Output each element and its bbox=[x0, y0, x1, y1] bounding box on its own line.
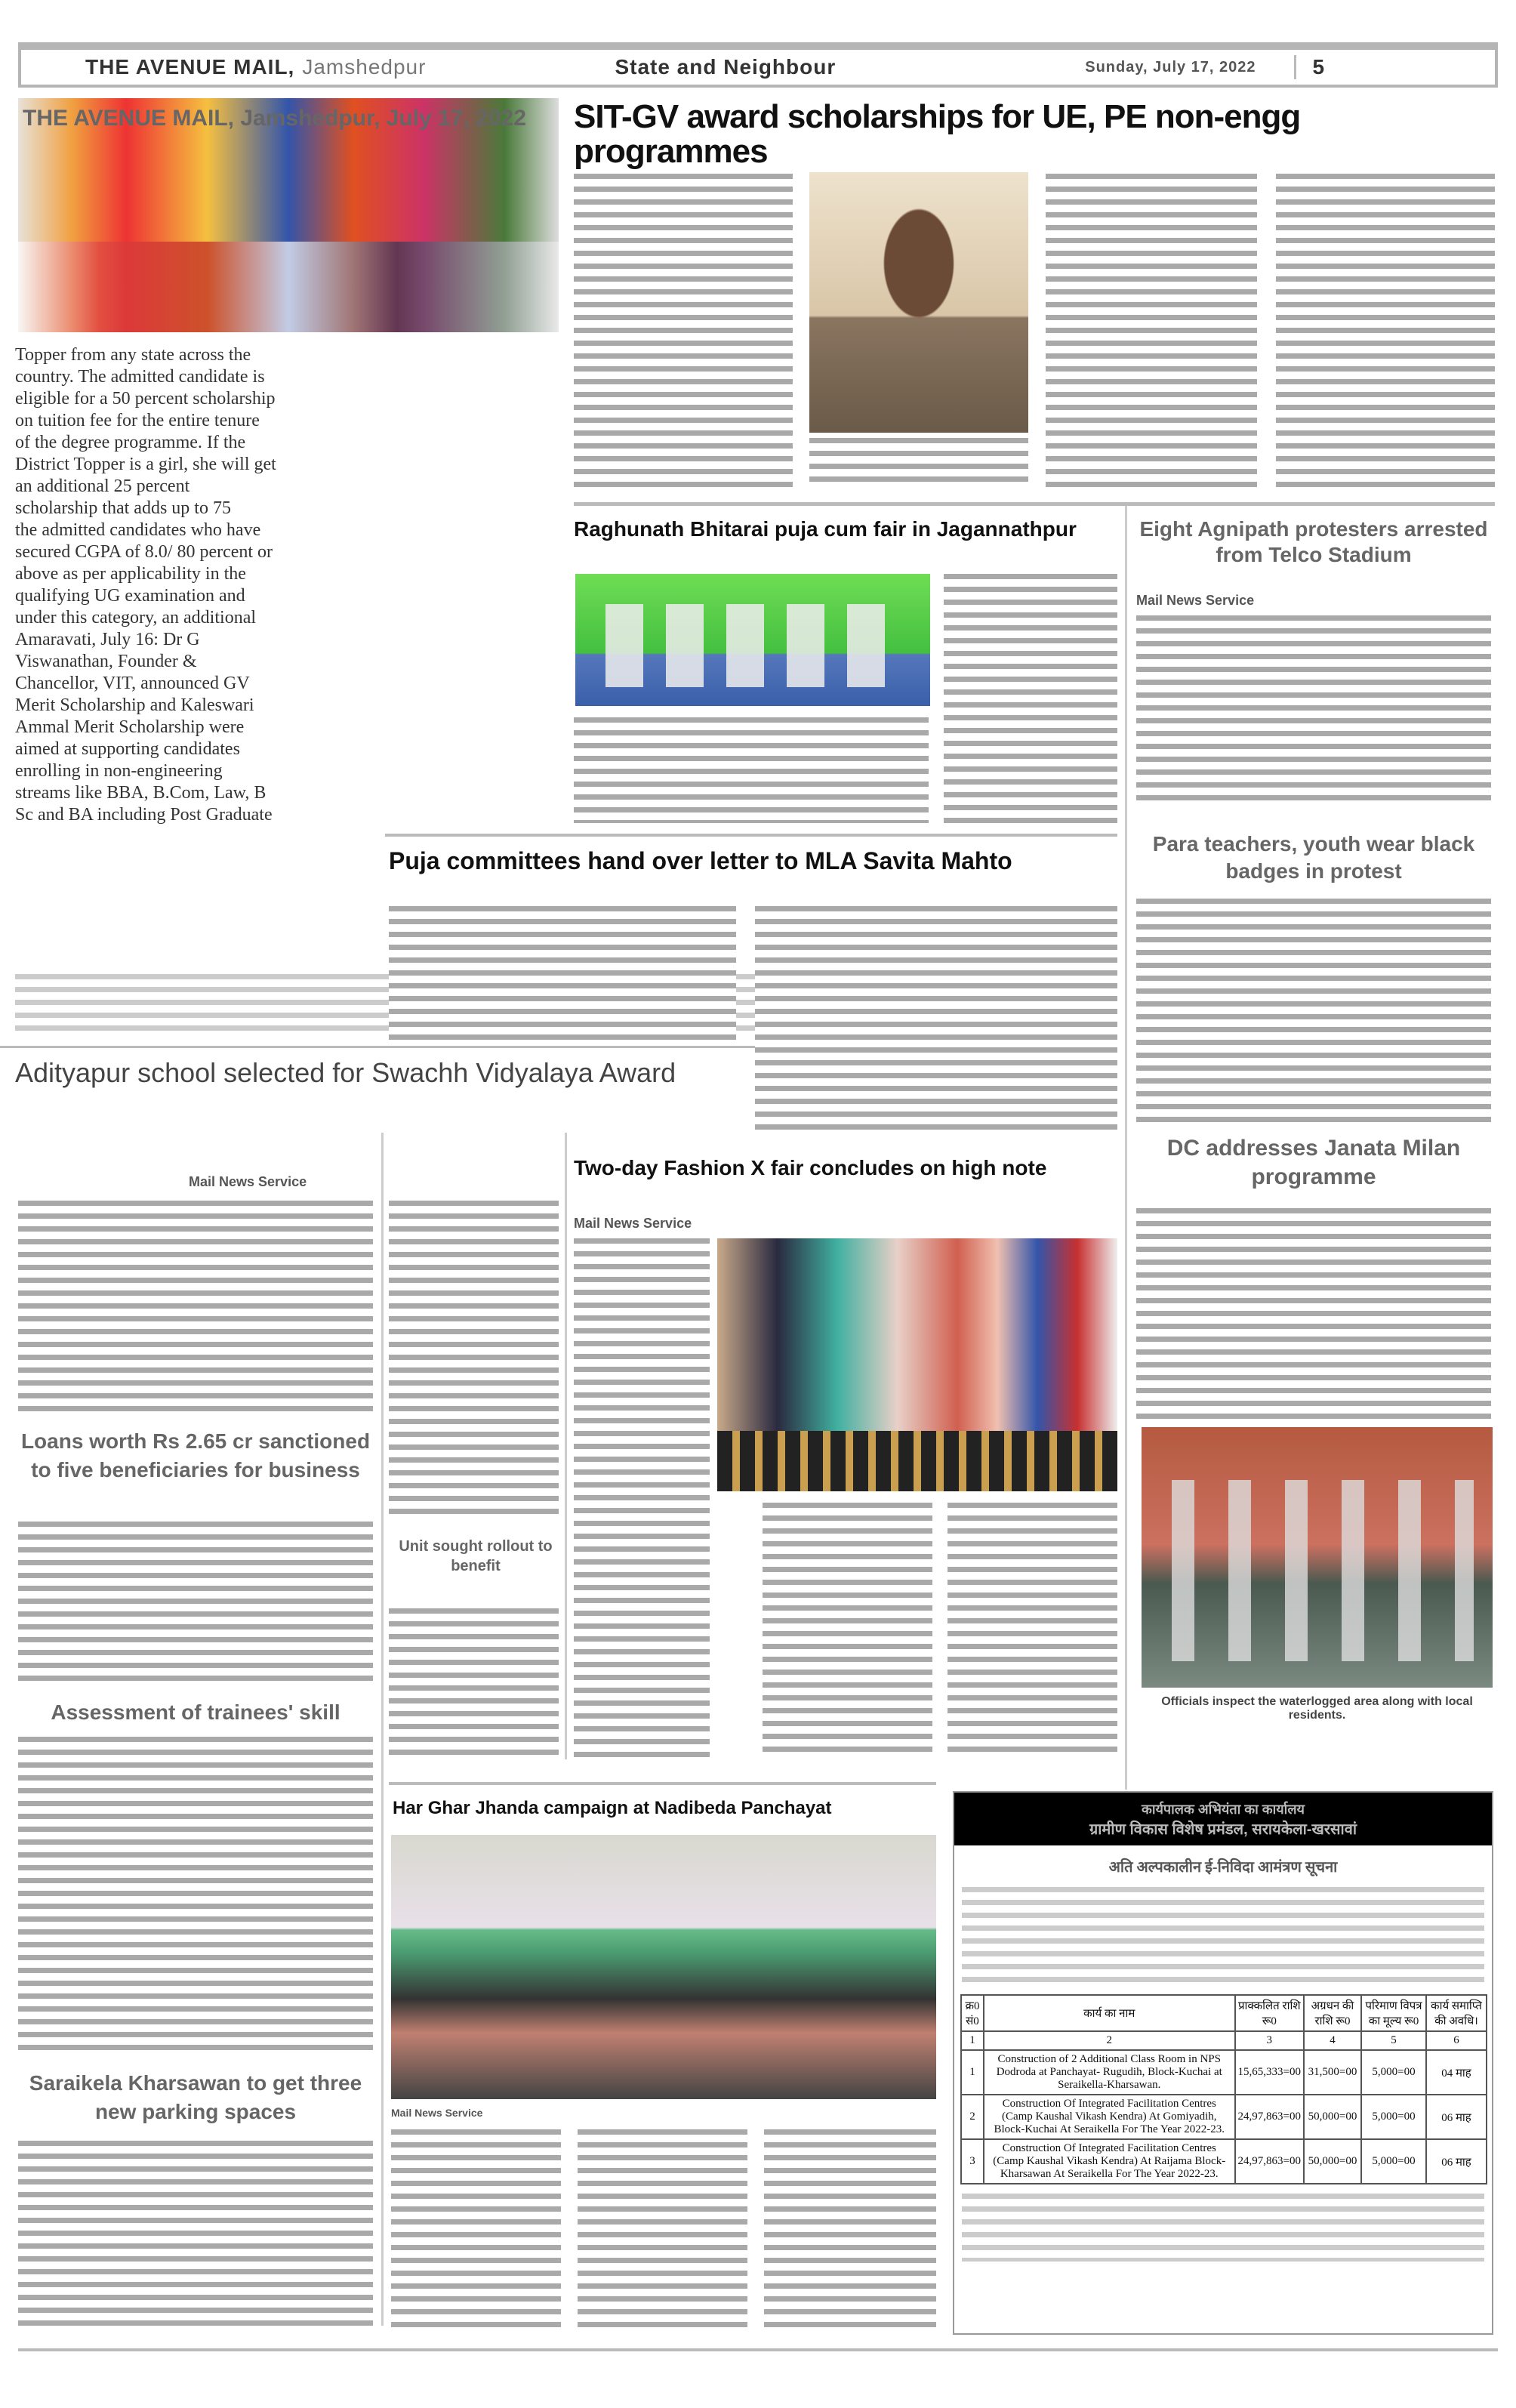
article-body bbox=[755, 906, 1117, 1133]
table-row: 2 Construction Of Integrated Facilitation Centres (Camp Kaushal Vikash Kendra) At Gomiyadih, Block-Kuchai At Seraikella For The Year 2022-23. 24,97,863=00 50,000=00 5,000=00 06 माह bbox=[961, 2095, 1487, 2139]
assessment-headline: Assessment of trainees' skill bbox=[51, 1700, 340, 1724]
article-body bbox=[391, 2129, 561, 2333]
divider bbox=[565, 1133, 567, 1759]
tender-header: कार्यपालक अभियंता का कार्यालय ग्रामीण विकास विशेष प्रमंडल, सरायकेला-खरसावां bbox=[954, 1793, 1492, 1845]
lead-headline: SIT-GV award scholarships for UE, PE non-engg programmes bbox=[574, 98, 1301, 170]
meeting-photo bbox=[391, 1835, 936, 2099]
article-body bbox=[578, 2129, 747, 2333]
fashion-photo bbox=[717, 1238, 1117, 1491]
tender-advertisement bbox=[953, 1791, 1493, 2335]
section-name: State and Neighbour bbox=[615, 55, 837, 79]
lead-article-text: Topper from any state across the country. The admitted candidate is eligible for a 50 percent scholarship on tuition fee for the entire tenure of the degree programme. If the District Topper is a girl, she will get an additional 25 percent scholarship that adds up to 75 the admitted candidates who have secured CGPA of 8.0/ 80 percent or above as per applicability in the qualifying UG examination and under this category, an additional Amaravati, July 16: Dr G Viswanathan, Founder & Chancellor, VIT, announced GV Merit Scholarship and Kaleswari Ammal Merit Scholarship were aimed at supporting candidates enrolling in non-engineering streams like BBA, B.Com, Law, B Sc and BA including Post Graduate bbox=[15, 345, 276, 825]
bhitarai-headline: Raghunath Bhitarai puja cum fair in Jagannathpur bbox=[574, 517, 1077, 541]
swachh-byline: Mail News Service bbox=[189, 1174, 307, 1189]
article-body bbox=[574, 174, 793, 491]
tender-terms bbox=[962, 2194, 1484, 2262]
divider bbox=[1125, 506, 1127, 1790]
overlay-dateline: THE AVENUE MAIL, Jamshedpur, July 17, 2022 bbox=[23, 106, 526, 131]
divider bbox=[385, 834, 1117, 837]
article-body bbox=[18, 1522, 373, 1688]
divider bbox=[381, 1133, 384, 2326]
tender-notice-title: अति अल्पकालीन ई-निविदा आमंत्रण सूचना bbox=[1108, 1859, 1338, 1876]
agnipath-headline: Eight Agnipath protesters arrested from Telco Stadium bbox=[1139, 517, 1488, 566]
article-body bbox=[18, 1737, 373, 2054]
paper-name: THE AVENUE MAIL, bbox=[85, 55, 295, 79]
tender-details bbox=[962, 1887, 1484, 1985]
harghar-headline: Har Ghar Jhanda campaign at Nadibeda Panchayat bbox=[393, 1798, 832, 1818]
photo-caption bbox=[809, 438, 1028, 483]
divider bbox=[389, 1782, 936, 1785]
inspection-photo bbox=[1142, 1427, 1493, 1688]
article-body bbox=[763, 1503, 932, 1759]
fashion-byline: Mail News Service bbox=[574, 1216, 692, 1231]
article-body bbox=[574, 717, 929, 823]
issue-date: Sunday, July 17, 2022 bbox=[1085, 58, 1256, 76]
page-number: 5 bbox=[1294, 55, 1326, 79]
page-masthead bbox=[18, 42, 1498, 88]
fashion-headline: Two-day Fashion X fair concludes on high note bbox=[574, 1156, 1047, 1179]
article-body bbox=[389, 906, 736, 1042]
mla-letter-headline: Puja committees hand over letter to MLA Savita Mahto bbox=[389, 847, 1012, 874]
article-body bbox=[764, 2129, 936, 2333]
article-body bbox=[574, 1238, 710, 1759]
janata-headline: DC addresses Janata Milan programme bbox=[1166, 1136, 1461, 1189]
divider bbox=[574, 502, 1495, 506]
table-row: 1 Construction of 2 Additional Class Room in NPS Dodroda at Panchayat- Rugudih, Block-Kuchai at Seraikella-Kharsawan. 15,65,333=00 31,500=00 5,000=00 04 माह bbox=[961, 2050, 1487, 2095]
article-body bbox=[948, 1503, 1117, 1759]
page-bottom-rule bbox=[18, 2348, 1498, 2351]
badges-headline: Para teachers, youth wear black badges in protest bbox=[1152, 832, 1475, 883]
loans-headline: Loans worth Rs 2.65 cr sanctioned to five beneficiaries for business bbox=[20, 1429, 371, 1481]
unit-headline: Unit sought rollout to benefit bbox=[399, 1538, 553, 1574]
article-body bbox=[1136, 615, 1491, 804]
article-body bbox=[1046, 174, 1257, 491]
article-body bbox=[944, 574, 1117, 823]
article-body bbox=[1136, 899, 1491, 1125]
article-body bbox=[389, 1201, 559, 1518]
group-photo bbox=[18, 98, 559, 332]
divider bbox=[0, 1046, 755, 1048]
article-body bbox=[1136, 1208, 1491, 1420]
article-body bbox=[18, 1201, 373, 1412]
portrait-photo bbox=[809, 172, 1028, 433]
harghar-byline: Mail News Service bbox=[391, 2107, 483, 2119]
agnipath-byline: Mail News Service bbox=[1136, 593, 1255, 608]
article-body bbox=[389, 1608, 559, 1759]
paper-city: Jamshedpur bbox=[302, 55, 427, 79]
article-body bbox=[18, 2141, 373, 2333]
swachh-headline: Adityapur school selected for Swachh Vidyalaya Award bbox=[15, 1057, 676, 1088]
parking-headline: Saraikela Kharsawan to get three new parking spaces bbox=[29, 2071, 362, 2123]
inspection-photo-caption: Officials inspect the waterlogged area along with local residents. bbox=[1161, 1695, 1473, 1722]
tender-table: क्र0 सं0 कार्य का नाम प्राक्कलित राशि रू0 अग्रधन की राशि रू0 परिमाण विपत्र का मूल्य रू0 कार्य समाप्ति की अवधि। 1 2 3 4 5 6 1 Construction of 2 Additional Class Room in NPS Dodroda at Panchayat- Rugudih, Block-Kuchai at Seraikella-Kharsawan. 15,65,333=00 31,500=00 5,000=00 04 माह 2 Construction Of Integrated Facilitation Centres (Camp Kaushal Vikash Kendra) At Gomiyadih, Block-Kuchai At Seraikella For The Year 2022-23. 24,97,863=00 50,000=00 5,000=00 06 माह 3 Construction Of Integrated Facilitation Centres (Camp Kaushal Vikash Kendra) At Raijama Block-Kharsawan At Seraikella For The Year 2022-23. 24,97,863=00 50,000=00 5,000=00 06 माह bbox=[960, 1994, 1487, 2184]
article-body bbox=[1276, 174, 1495, 491]
table-row: 3 Construction Of Integrated Facilitation Centres (Camp Kaushal Vikash Kendra) At Raijama Block-Kharsawan At Seraikella For The Year 2022-23. 24,97,863=00 50,000=00 5,000=00 06 माह bbox=[961, 2139, 1487, 2184]
puja-photo bbox=[575, 574, 930, 706]
